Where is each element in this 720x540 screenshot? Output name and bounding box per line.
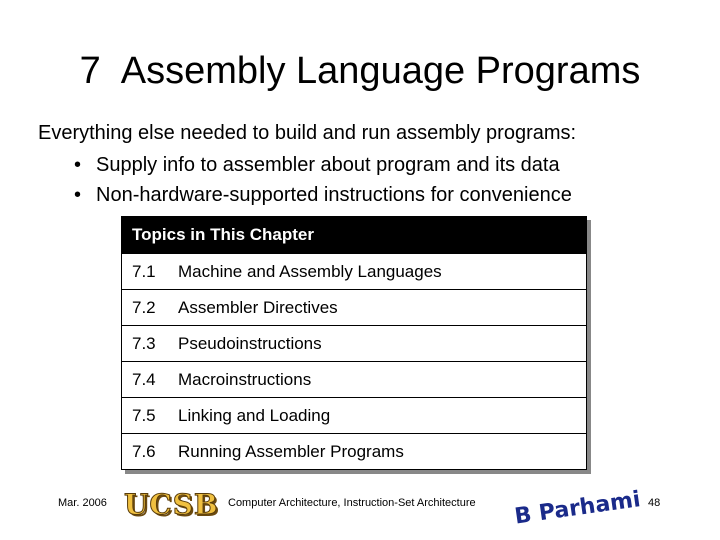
intro-text: Everything else needed to build and run assembly programs:: [38, 122, 577, 144]
topic-row: [122, 253, 586, 289]
topic-number: 7.4: [132, 370, 156, 389]
topic-label: Macroinstructions: [178, 370, 312, 389]
topic-number: 7.2: [132, 298, 156, 317]
topic-number: 7.3: [132, 334, 156, 353]
footer-date: Mar. 2006: [58, 497, 107, 509]
bullet-item: • Supply info to assembler about program and its data: [74, 150, 572, 180]
topic-label: Running Assembler Programs: [178, 442, 404, 461]
topics-table: [121, 216, 587, 470]
topic-number: 7.6: [132, 442, 156, 461]
topic-label: Linking and Loading: [178, 406, 331, 425]
topic-row: [122, 325, 586, 361]
page-number: 48: [648, 497, 661, 509]
topic-row: [122, 433, 586, 469]
footer-course: Computer Architecture, Instruction-Set Architecture: [228, 497, 476, 509]
topic-number: 7.5: [132, 406, 156, 425]
topic-label: Assembler Directives: [178, 298, 338, 317]
topic-row: [122, 289, 586, 325]
topic-row: [122, 397, 586, 433]
topic-number: 7.1: [132, 262, 156, 281]
topic-row: [122, 361, 586, 397]
signature-logo: [510, 487, 643, 530]
chapter-number: 7: [79, 50, 101, 92]
slide-footer: [0, 488, 720, 528]
slide-title: [0, 48, 720, 94]
bullet-item: • Non-hardware-supported instructions for convenience: [74, 180, 572, 210]
topic-label: Machine and Assembly Languages: [178, 262, 442, 281]
bullet-list: [74, 150, 572, 210]
chapter-title: Assembly Language Programs: [120, 50, 641, 92]
ucsb-logo: UCSB: [124, 488, 219, 521]
signature-text: B Parhami: [513, 487, 643, 530]
topic-label: Pseudoinstructions: [178, 334, 322, 353]
topics-header: Topics in This Chapter: [122, 217, 586, 253]
